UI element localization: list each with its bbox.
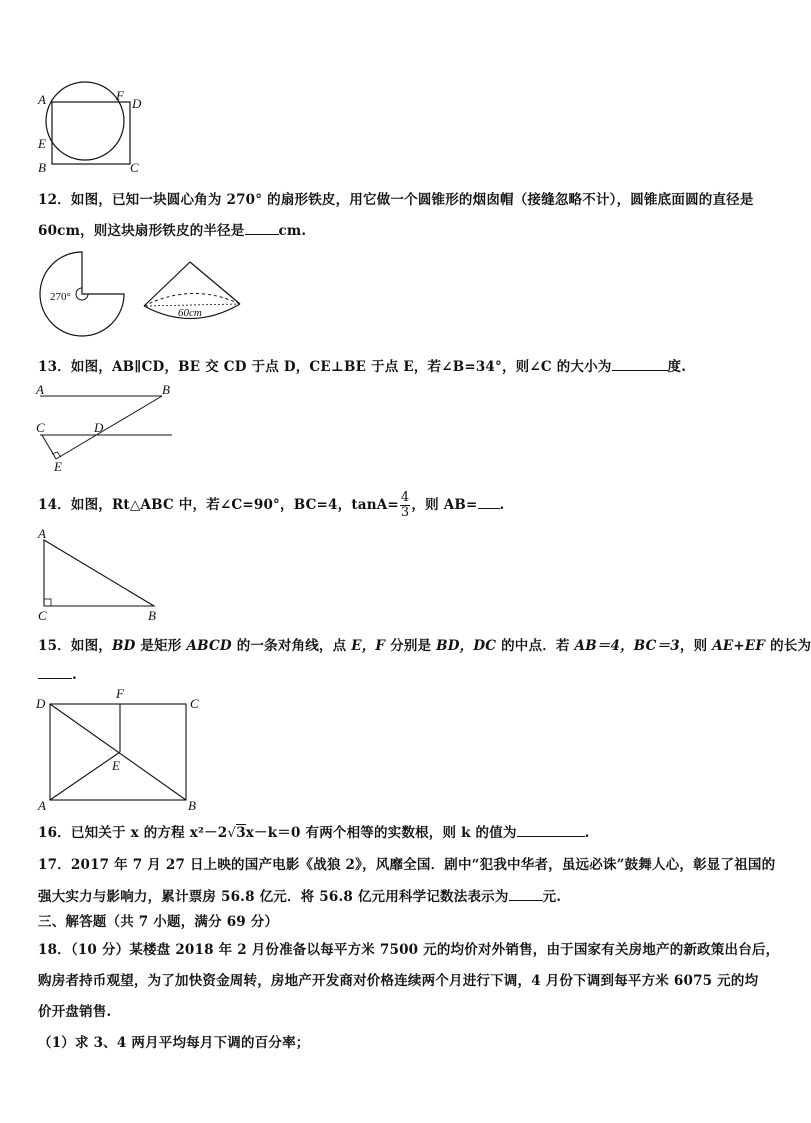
question-17-line2 (38, 885, 561, 905)
question-15-line1 (38, 634, 811, 654)
label-B: B (148, 608, 156, 623)
question-14-end: . (499, 497, 505, 513)
question-13 (38, 355, 686, 375)
question-12-line2 (38, 219, 306, 239)
label-F: F (116, 686, 124, 701)
cone-right-edge (190, 262, 240, 304)
label-F: F (116, 88, 124, 103)
question-16-text-2: x－k＝0 有两个相等的实数根，则 k 的值为 (245, 825, 517, 841)
label-A: A (38, 526, 46, 541)
cone-base-back (144, 293, 240, 306)
fraction-tan-a (400, 491, 410, 520)
label-C: C (38, 608, 47, 623)
question-16 (38, 821, 590, 841)
triangle-abc (44, 540, 154, 606)
rectangle-bcde (52, 102, 130, 164)
sector-angle-label: 270° (50, 291, 71, 303)
q15-p1: 15．如图， (38, 638, 112, 654)
label-B: B (162, 382, 170, 397)
fraction-numerator: 4 (400, 490, 410, 505)
question-18-line2: 购房者持币观望，为了加快资金周转，房地产开发商对价格连续两个月进行下调，4 月份下调到每平方米 6075 元的均 (38, 973, 759, 989)
label-E: E (54, 459, 62, 474)
figure-rectangle-diagonal (34, 688, 209, 813)
q15-p3: 的一条对角线，点 (231, 638, 352, 654)
line-be (56, 396, 162, 459)
cone-left-edge (144, 262, 190, 306)
q15-end: . (72, 667, 77, 683)
question-17-line1: 17．2017 年 7 月 27 日上映的国产电影《战狼 2》，风靡全国．剧中“犯我中华者，虽远必诛”鼓舞人心，彰显了祖国的 (38, 857, 776, 873)
label-B: B (188, 798, 196, 813)
question-15-line2 (38, 666, 77, 683)
question-18-sub1: （1）求 3、4 两月平均每月下调的百分率； (38, 1035, 310, 1051)
label-D: D (132, 96, 142, 111)
answer-blank-14 (478, 496, 500, 509)
question-18-line3: 价开盘销售. (38, 1004, 112, 1020)
question-16-end: . (584, 825, 590, 841)
fraction-denominator: 3 (400, 505, 410, 520)
figure-circle-rectangle (30, 80, 160, 175)
q15-aeef: AE+EF (712, 638, 766, 654)
line-ce (42, 435, 56, 459)
sqrt-radicand: 3 (236, 825, 246, 841)
right-angle-mark (44, 599, 51, 606)
answer-blank-13 (612, 358, 668, 371)
question-14-text-2: ，则 AB= (411, 497, 478, 513)
label-A: A (38, 798, 46, 813)
label-C: C (190, 696, 199, 711)
label-D: D (94, 420, 104, 435)
circle (46, 82, 124, 160)
question-18-line1: 18．（10 分）某楼盘 2018 年 2 月份准备以每平方米 7500 元的均价对外销售，由于国家有关房地产的新政策出台后， (38, 942, 780, 958)
q15-p5: 的中点．若 (496, 638, 575, 654)
question-13-text: 13．如图，AB∥CD，BE 交 CD 于点 D，CE⊥BE 于点 E，若∠B=34°，则∠C 的大小为 (38, 359, 612, 375)
question-14 (38, 491, 504, 520)
segment-ae (50, 752, 120, 800)
q15-bddc: BD，DC (436, 638, 497, 654)
question-17-text: 强大实力与影响力，累计票房 56.8 亿元．将 56.8 亿元用科学记数法表示为 (38, 889, 509, 905)
q15-p6: ，则 (679, 638, 713, 654)
cone-diameter (146, 304, 238, 306)
sqrt-symbol: √ (227, 825, 237, 841)
cone-diameter-label: 60cm (178, 307, 202, 319)
q15-p2: 是矩形 (135, 638, 187, 654)
figure-sector-cone (36, 248, 256, 348)
label-A: A (36, 382, 44, 397)
question-12-text: 60cm，则这块扇形铁皮的半径是 (38, 223, 245, 239)
question-12-unit: cm. (278, 223, 307, 239)
q15-ef: E，F (351, 638, 386, 654)
question-13-unit: 度. (667, 359, 687, 375)
label-D: D (36, 696, 46, 711)
question-12-line1: 12．如图，已知一块圆心角为 270° 的扇形铁皮，用它做一个圆锥形的烟囱帽（接缝忽略不计），圆锥底面圆的直径是 (38, 192, 754, 208)
question-16-text: 16．已知关于 x 的方程 x²－2 (38, 825, 228, 841)
figure-right-triangle (34, 528, 164, 623)
section-heading: 三、解答题（共 7 小题，满分 69 分） (38, 914, 279, 930)
q15-ab: AB＝4，BC＝3 (574, 638, 680, 654)
figure-parallel-lines (32, 380, 182, 475)
q15-abcd: ABCD (186, 638, 232, 654)
label-E: E (112, 758, 120, 773)
answer-blank-15 (38, 666, 72, 679)
label-C: C (36, 420, 45, 435)
q15-p7: 的长为 (765, 638, 811, 654)
label-A: A (38, 92, 46, 107)
label-B: B (38, 160, 46, 175)
question-17-unit: 元. (542, 889, 562, 905)
q15-p4: 分别是 (385, 638, 437, 654)
answer-blank-17 (509, 888, 543, 901)
q15-bd: BD (112, 638, 136, 654)
answer-blank-16 (517, 824, 585, 837)
label-E: E (38, 136, 46, 151)
label-C: C (130, 160, 139, 175)
answer-blank-12 (245, 222, 279, 235)
question-14-text: 14．如图，Rt△ABC 中，若∠C=90°，BC=4，tanA= (38, 497, 399, 513)
